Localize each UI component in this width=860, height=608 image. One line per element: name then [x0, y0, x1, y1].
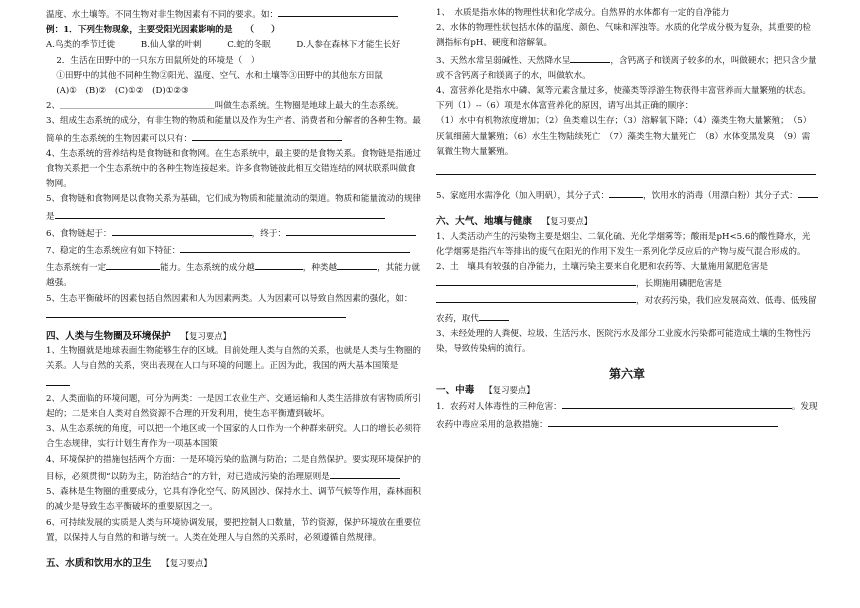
chapter-6-section-1-heading [436, 383, 818, 398]
answer-blank[interactable] [286, 225, 416, 236]
example-items: ①田野中的其他不同种生物②阳光、温度、空气、水和土壤等③田野中的其他东方田鼠 [56, 70, 383, 81]
question-2: 2、＿＿＿＿＿＿＿＿＿＿＿＿＿＿＿＿＿＿叫做生态系统。生物圈是地球上最大的生态系统。 [46, 101, 404, 112]
answer-blank[interactable] [570, 52, 610, 63]
section-title: 五、水质和饮用水的卫生 [46, 557, 152, 569]
section-title: 六、大气、地壤与健康 [436, 216, 532, 228]
water-point-5-b: ，饮用水的消毒（用漂白粉）其分子式： [643, 191, 798, 202]
section-4-point-6: 6、可持续发展的实质是人类与环境协调发展，要把控制人口数量，节约资源，保护环境放在重要位置，以保持人与自然的和谐与统一。人类在处理人与自然的关系时，必须遵循自然规律。 [46, 517, 422, 543]
section-title: 四、人类与生物圈及环境保护 [46, 331, 171, 343]
example-options: A.鸟类的季节迁徙 B.仙人掌的叶刺 C.蛇的冬眠 D.人参在森林下才能生长好 [46, 40, 401, 51]
water-point-5: 5、家庭用水需净化（加入明矾），其分子式： [436, 191, 610, 202]
left-column [46, 6, 422, 571]
section-6-point-2: 2、土 壤具有较强的自净能力，土壤污染主要来自化肥和农药等、大量施用氮肥危害是 [436, 262, 769, 273]
poison-question: 1．农药对人体毒性的三种危害： [436, 402, 562, 413]
question-7-e: ，其能力就越强。 [46, 263, 421, 289]
example-options: (A)① (B)② (C)①② (D)①②③ [56, 86, 189, 97]
answer-blank[interactable] [436, 292, 636, 303]
water-point-3-rest: ，含钙离子和镁离子较多的水，叫做硬水；把只含少量或不含钙离子和镁离子的水，叫做软水。 [436, 55, 817, 81]
answer-blank[interactable] [798, 187, 818, 198]
answer-blank[interactable] [562, 398, 792, 409]
section-6-point-2-b: ，长期施用磷肥危害是 [636, 279, 722, 290]
answer-blank[interactable] [255, 259, 303, 270]
question-7-c: 能力。生态系统的成分越 [160, 263, 255, 274]
question-4: 4、生态系统的营养结构是食物链和食物网。在生态系统中，最主要的是食物关系。食物链是指通过食物关系把一个生态系统中的各种生物连接起来。许多食物链彼此相互交错连结的网状联系叫做食物网。 [46, 148, 422, 190]
example-question: 2．生活在田野中的一只东方田鼠所处的环境是（ ） [56, 55, 260, 66]
answer-blank[interactable] [180, 242, 410, 253]
water-point-2: 2、水体的物理性状包括水体的温度、颜色、气味和浑浊等。水质的化学成分极为复杂，其重要的检测指标有pH、硬度和溶解氧。 [436, 23, 812, 49]
water-point-4: 4、富营养化是指水中磷、氮等元素含量过多，使藻类等浮游生物获得丰富营养而大量繁殖的状态。下列（1）--（6）项是水体富营养化的原因，请写出其正确的顺序： [436, 86, 812, 112]
section-6-point-3: 3、未经处理的人粪便、垃圾、生活污水、医院污水及部分工业废水污染都可能造成土壤的生物性污染，导致传染病的流行。 [436, 328, 812, 355]
section-title: 一、中毒 [436, 385, 475, 397]
answer-blank[interactable] [609, 187, 643, 198]
question-7: 7、稳定的生态系统应有如下特征： [46, 246, 181, 257]
poison-question-b: 。发现农药中毒应采用的急救措施： [436, 402, 818, 430]
review-tag: 【复习要点】 [180, 331, 231, 342]
chapter-title: 第六章 [608, 367, 645, 382]
answer-blank[interactable] [337, 259, 377, 270]
section-4-point-4: 4、环境保护的措施包括两个方面：一是环境污染的监测与防治；二是自然保护。要实现环境保护的目标，必须贯彻“以防为主，防治结合”的方针，对已造成污染的治理原则是 [46, 454, 422, 482]
section-4-point-1: 1、生物圈就是地球表面生物能够生存的区域。目前处理人类与自然的关系，也就是人类与生物圈的关系。人与自然的关系，突出表现在人口与环境的问题上。正因为此，我国的两大基本国策是 [46, 346, 422, 372]
text-line: 温度、水土壤等。不同生物对非生物因素有不同的要求。如： [46, 10, 279, 20]
answer-blank[interactable] [436, 164, 816, 175]
water-point-1: 1、 水质是指水体的物理性状和化学成分。自然界的水体都有一定的自净能力 [436, 8, 730, 18]
right-column [436, 6, 818, 433]
answer-blank[interactable] [55, 208, 385, 219]
section-6-point-2-c: ，对农药污染，我们应发展高效、低毒、低残留农药，取代 [436, 296, 817, 324]
question-8: 5、生态平衡破坏的因素包括自然因素和人为因素两类。人为因素可以导致自然因素的强化，如： [46, 293, 413, 304]
section-4-point-5: 5、森林是生物圈的重要成分，它具有净化空气、防风固沙、保持水土、调节气候等作用，森林面积的减少是导致生态平衡破坏的重要原因之一。 [46, 487, 422, 513]
example-question: 例：1．下列生物现象，主要受阳光因素影响的是 （ ） [46, 25, 280, 36]
answer-blank[interactable] [112, 225, 252, 236]
answer-blank[interactable] [436, 275, 636, 286]
answer-blank[interactable] [330, 468, 400, 479]
question-7-d: ，种类越 [302, 263, 338, 274]
answer-blank[interactable] [106, 259, 160, 270]
question-7-b: 生态系统有一定 [46, 263, 107, 274]
answer-blank[interactable] [548, 416, 778, 427]
section-4-point-2: 2、人类面临的环境问题，可分为两类：一是因工农业生产、交通运输和人类生活排放有害物质所引起的；二是来自人类对自然资源不合理的开发利用，使生态平衡遭到破坏。 [46, 393, 422, 420]
question-5: 5、食物链和食物网是以食物关系为基础，它们成为物质和能量流动的渠道。物质和能量流动的规律是 [46, 194, 422, 222]
section-4-heading [46, 329, 422, 344]
section-6-heading [436, 214, 818, 229]
section-6-point-1: 1、人类活动产生的污染物主要是烟尘、二氧化硫、光化学烟雾等；酸雨是pH<5.6的酸性降水，光化学烟雾是指汽车等排出的废气在阳光的作用下发生一系列化学反应后的产物与废气混合形成的。 [436, 231, 811, 257]
question-3: 3、组成生态系统的成分，有非生物的物质和能量以及作为生产者、消费者和分解者的各种生物。最简单的生态系统的生物因素可以只有： [46, 116, 422, 144]
water-point-4-items: （1）水中有机物浓度增加；（2）鱼类难以生存；（3）溶解氧下降；（4）藻类生物大量繁殖； （5）厌氧细菌大量繁殖；（6）水生生物陆续死亡 （7）藻类生物大量死亡 （8）水体变黑发臭 （9）需氧微生物大量繁殖。 [436, 116, 812, 157]
answer-blank[interactable] [192, 130, 342, 141]
water-point-3: 3、天然水常呈弱碱性、天然降水呈 [436, 55, 571, 66]
question-6-start: 6、食物链起于： [46, 228, 112, 239]
review-tag: 【复习要点】 [484, 385, 535, 396]
answer-blank[interactable] [46, 307, 346, 318]
answer-blank[interactable] [46, 375, 70, 386]
question-6-end: ，终于： [251, 228, 287, 239]
section-4-point-3: 3、从生态系统的角度，可以把一个地区或一个国家的人口作为一个种群来研究。人口的增长必须符合生态规律，实行计划生育作为一项基本国策 [46, 424, 422, 450]
section-5-heading [46, 556, 422, 571]
answer-blank[interactable] [278, 6, 398, 17]
review-tag: 【复习要点】 [541, 216, 593, 227]
answer-blank[interactable] [479, 310, 509, 321]
review-tag: 【复习要点】 [161, 557, 212, 568]
